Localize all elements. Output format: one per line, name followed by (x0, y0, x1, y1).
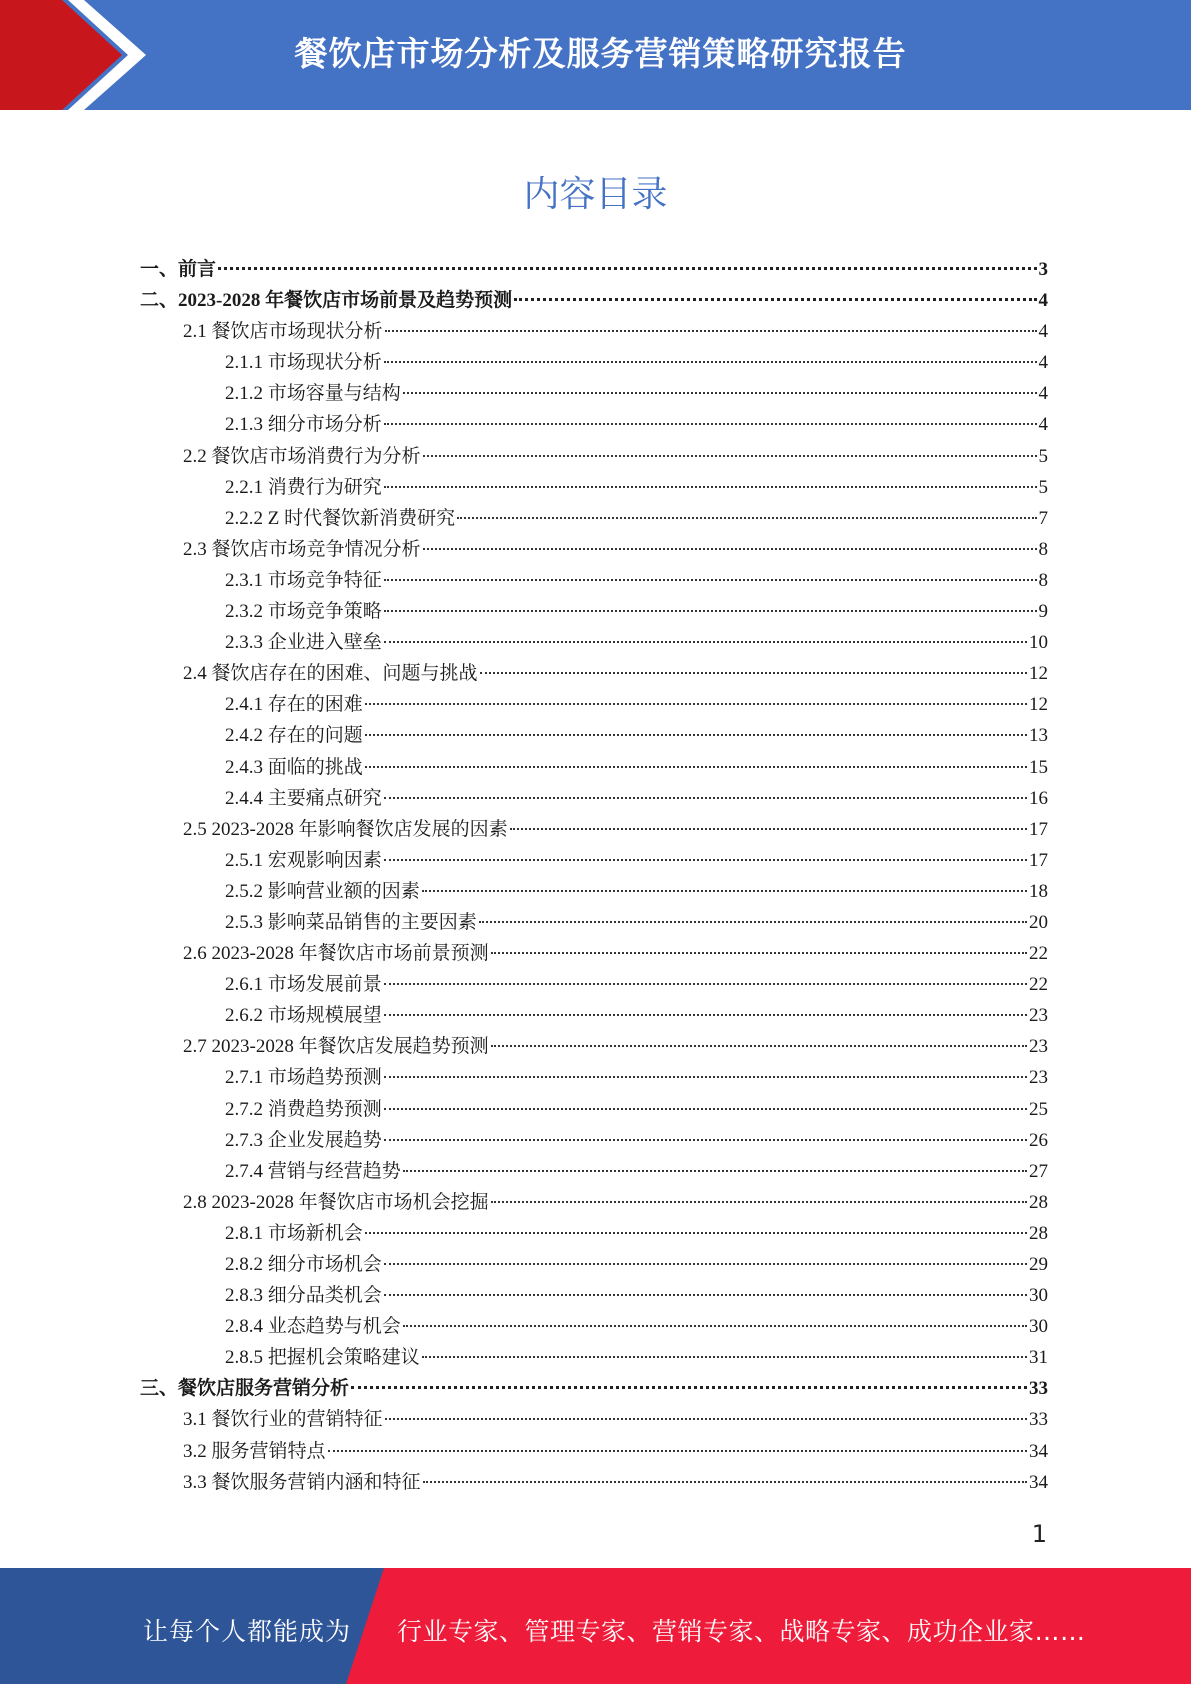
toc-entry[interactable] (140, 441, 1048, 472)
toc-entry-label: 一、前言 (140, 259, 217, 280)
toc-entry[interactable] (140, 316, 1048, 347)
toc-entry-page: 33 (1029, 1378, 1048, 1400)
toc-dot-leader (384, 859, 1027, 861)
toc-entry-label: 2.4.4 主要痛点研究 (225, 787, 382, 809)
toc-entry-label: 2.7.1 市场趋势预测 (225, 1067, 382, 1089)
toc-dot-leader (491, 1201, 1027, 1203)
toc-dot-leader (510, 828, 1027, 830)
toc-entry[interactable] (140, 503, 1048, 534)
toc-entry-page: 13 (1029, 725, 1048, 747)
toc-entry[interactable] (140, 1125, 1048, 1156)
toc-dot-leader (365, 1232, 1027, 1234)
toc-entry[interactable] (140, 285, 1048, 316)
toc-entry-page: 30 (1029, 1285, 1048, 1307)
toc-dot-leader (423, 455, 1037, 457)
toc-entry-label: 2.2.2 Z 时代餐饮新消费研究 (225, 507, 456, 529)
toc-entry-label: 2.5.2 影响营业额的因素 (225, 880, 420, 902)
toc-dot-leader (384, 1076, 1027, 1078)
toc-entry-label: 2.4.3 面临的挑战 (225, 756, 363, 778)
toc-entry-label: 2.1.3 细分市场分析 (225, 414, 382, 436)
toc-dot-leader (422, 1356, 1027, 1358)
toc-entry[interactable] (140, 938, 1048, 969)
toc-entry-label: 三、餐饮店服务营销分析 (140, 1378, 350, 1400)
footer-slogan-right: 行业专家、管理专家、营销专家、战略专家、成功企业家…… (397, 1617, 1086, 1646)
page-number: 1 (1031, 1520, 1047, 1548)
toc-entry-label: 2.7.3 企业发展趋势 (225, 1129, 382, 1151)
toc-entry-label: 2.8.5 把握机会策略建议 (225, 1347, 420, 1369)
toc-entry-label: 2.4.2 存在的问题 (225, 725, 363, 747)
toc-entry-label: 2.8.2 细分市场机会 (225, 1254, 382, 1275)
toc-entry-page: 30 (1029, 1316, 1048, 1338)
toc-entry-page: 4 (1038, 352, 1048, 374)
document-title: 餐饮店市场分析及服务营销策略研究报告 (294, 34, 907, 73)
toc-dot-leader (384, 1139, 1027, 1141)
toc-dot-leader (403, 1325, 1027, 1327)
toc-dot-leader (384, 361, 1037, 363)
toc-entry-label: 2.7 2023-2028 年餐饮店发展趋势预测 (183, 1036, 489, 1058)
toc-entry-page: 5 (1038, 476, 1048, 498)
toc-entry[interactable] (140, 1280, 1048, 1311)
toc-entry-page: 29 (1029, 1254, 1048, 1275)
toc-dot-leader (423, 548, 1037, 550)
toc-entry[interactable] (140, 1467, 1048, 1498)
toc-entry-label: 2.5.1 宏观影响因素 (225, 849, 382, 871)
toc-entry[interactable] (140, 1062, 1048, 1093)
toc-dot-leader (384, 1294, 1027, 1296)
footer-slogan-left: 让每个人都能成为 (143, 1617, 352, 1646)
toc-entry[interactable] (140, 565, 1048, 596)
toc-entry-page: 28 (1029, 1191, 1048, 1213)
toc-dot-leader (403, 1170, 1027, 1172)
toc-entry-label: 2.8 2023-2028 年餐饮店市场机会挖掘 (183, 1191, 489, 1213)
toc-entry-page: 7 (1038, 507, 1048, 529)
toc-entry-page: 34 (1029, 1471, 1048, 1493)
toc-entry-page: 16 (1029, 787, 1048, 809)
toc-entry[interactable] (140, 689, 1048, 720)
toc-dot-leader (351, 1386, 1027, 1389)
page-header (0, 0, 1191, 110)
toc-entry-label: 3.2 服务营销特点 (183, 1440, 326, 1462)
toc-entry[interactable] (140, 534, 1048, 565)
toc-dot-leader (384, 1014, 1027, 1016)
table-of-contents (140, 254, 1048, 1498)
toc-entry[interactable] (140, 254, 1048, 285)
toc-entry[interactable] (140, 783, 1048, 814)
toc-dot-leader (514, 298, 1036, 301)
toc-dot-leader (480, 672, 1027, 674)
toc-entry-page: 23 (1029, 1005, 1048, 1027)
toc-entry-label: 二、2023-2028 年餐饮店市场前景及趋势预测 (140, 290, 513, 312)
toc-entry[interactable] (140, 1404, 1048, 1435)
toc-entry-label: 3.1 餐饮行业的营销特征 (183, 1409, 383, 1431)
toc-entry-page: 22 (1029, 943, 1048, 965)
toc-entry-page: 26 (1029, 1129, 1048, 1151)
toc-dot-leader (384, 610, 1037, 612)
toc-entry-label: 2.3 餐饮店市场竞争情况分析 (183, 538, 421, 560)
toc-entry-page: 23 (1029, 1067, 1048, 1089)
toc-entry-label: 2.2.1 消费行为研究 (225, 476, 382, 498)
toc-dot-leader (423, 1481, 1027, 1483)
toc-entry[interactable] (140, 876, 1048, 907)
toc-entry-label: 2.2 餐饮店市场消费行为分析 (183, 445, 421, 467)
toc-entry[interactable] (140, 1094, 1048, 1125)
toc-entry-label: 2.7.2 消费趋势预测 (225, 1098, 382, 1120)
toc-entry-page: 20 (1029, 911, 1048, 933)
toc-entry-label: 2.1 餐饮店市场现状分析 (183, 321, 383, 343)
toc-entry[interactable] (140, 1000, 1048, 1031)
toc-entry-page: 3 (1038, 259, 1048, 280)
toc-entry[interactable] (140, 814, 1048, 845)
toc-dot-leader (384, 641, 1027, 643)
toc-entry[interactable] (140, 409, 1048, 440)
toc-entry[interactable] (140, 845, 1048, 876)
toc-entry-label: 2.3.2 市场竞争策略 (225, 601, 382, 623)
toc-entry-label: 2.1.2 市场容量与结构 (225, 383, 401, 405)
toc-entry-label: 2.4.1 存在的困难 (225, 694, 363, 716)
toc-entry[interactable] (140, 596, 1048, 627)
toc-dot-leader (365, 766, 1027, 768)
toc-entry-page: 4 (1038, 290, 1048, 312)
toc-entry[interactable] (140, 1218, 1048, 1249)
toc-entry-page: 17 (1029, 818, 1048, 840)
toc-entry[interactable] (140, 1436, 1048, 1467)
toc-entry-page: 22 (1029, 974, 1048, 996)
toc-entry[interactable] (140, 347, 1048, 378)
toc-entry-page: 12 (1029, 663, 1048, 685)
toc-entry-page: 12 (1029, 694, 1048, 716)
toc-entry[interactable] (140, 969, 1048, 1000)
toc-entry[interactable] (140, 472, 1048, 503)
toc-dot-leader (384, 1108, 1027, 1110)
toc-dot-leader (491, 952, 1027, 954)
toc-entry-page: 31 (1029, 1347, 1048, 1369)
toc-entry-page: 8 (1038, 538, 1048, 560)
toc-entry-page: 18 (1029, 880, 1048, 902)
toc-entry[interactable] (140, 1031, 1048, 1062)
toc-dot-leader (385, 330, 1037, 332)
toc-entry-page: 4 (1038, 321, 1048, 343)
toc-dot-leader (385, 1418, 1027, 1420)
toc-entry-page: 33 (1029, 1409, 1048, 1431)
toc-heading: 内容目录 (523, 174, 668, 215)
toc-entry-label: 2.6.2 市场规模展望 (225, 1005, 382, 1027)
toc-dot-leader (384, 983, 1027, 985)
toc-entry-page: 4 (1038, 383, 1048, 405)
toc-entry[interactable] (140, 752, 1048, 783)
toc-dot-leader (384, 797, 1027, 799)
page-footer (0, 1568, 1191, 1684)
toc-entry-page: 34 (1029, 1440, 1048, 1462)
toc-dot-leader (328, 1450, 1027, 1452)
toc-dot-leader (491, 1045, 1027, 1047)
toc-entry[interactable] (140, 907, 1048, 938)
toc-dot-leader (422, 890, 1027, 892)
toc-entry-label: 2.6 2023-2028 年餐饮店市场前景预测 (183, 943, 489, 965)
toc-entry[interactable] (140, 1373, 1048, 1404)
toc-entry-label: 2.5.3 影响菜品销售的主要因素 (225, 911, 477, 933)
toc-dot-leader (218, 267, 1036, 270)
toc-entry-label: 2.7.4 营销与经营趋势 (225, 1160, 401, 1182)
toc-dot-leader (384, 1263, 1027, 1265)
toc-dot-leader (384, 423, 1037, 425)
toc-entry-label: 2.4 餐饮店存在的困难、问题与挑战 (183, 663, 478, 685)
toc-dot-leader (403, 392, 1037, 394)
toc-entry-page: 27 (1029, 1160, 1048, 1182)
toc-dot-leader (384, 579, 1037, 581)
toc-entry-page: 10 (1029, 632, 1048, 654)
toc-entry[interactable] (140, 627, 1048, 658)
toc-entry[interactable] (140, 720, 1048, 751)
toc-entry-label: 2.8.1 市场新机会 (225, 1222, 363, 1244)
toc-entry[interactable] (140, 658, 1048, 689)
toc-entry-label: 2.5 2023-2028 年影响餐饮店发展的因素 (183, 818, 508, 840)
toc-entry[interactable] (140, 1187, 1048, 1218)
toc-entry[interactable] (140, 1311, 1048, 1342)
toc-entry-label: 2.8.3 细分品类机会 (225, 1285, 382, 1307)
toc-entry[interactable] (140, 1156, 1048, 1187)
toc-entry-page: 23 (1029, 1036, 1048, 1058)
toc-entry-label: 2.3.3 企业进入壁垒 (225, 632, 382, 654)
toc-entry-page: 4 (1038, 414, 1048, 436)
toc-dot-leader (365, 703, 1027, 705)
toc-entry-label: 2.6.1 市场发展前景 (225, 974, 382, 996)
toc-entry-page: 17 (1029, 849, 1048, 871)
toc-dot-leader (384, 486, 1037, 488)
toc-entry[interactable] (140, 1249, 1048, 1280)
toc-entry-page: 9 (1038, 601, 1048, 623)
toc-entry-label: 3.3 餐饮服务营销内涵和特征 (183, 1471, 421, 1493)
toc-dot-leader (457, 517, 1036, 519)
toc-entry-page: 8 (1038, 569, 1048, 591)
toc-entry-label: 2.8.4 业态趋势与机会 (225, 1316, 401, 1338)
toc-entry-page: 15 (1029, 756, 1048, 778)
toc-entry-page: 28 (1029, 1222, 1048, 1244)
toc-dot-leader (365, 734, 1027, 736)
toc-entry-page: 25 (1029, 1098, 1048, 1120)
toc-entry-label: 2.3.1 市场竞争特征 (225, 569, 382, 591)
toc-entry-page: 5 (1038, 445, 1048, 467)
toc-entry[interactable] (140, 1342, 1048, 1373)
toc-entry[interactable] (140, 378, 1048, 409)
toc-entry-label: 2.1.1 市场现状分析 (225, 352, 382, 374)
toc-dot-leader (479, 921, 1027, 923)
